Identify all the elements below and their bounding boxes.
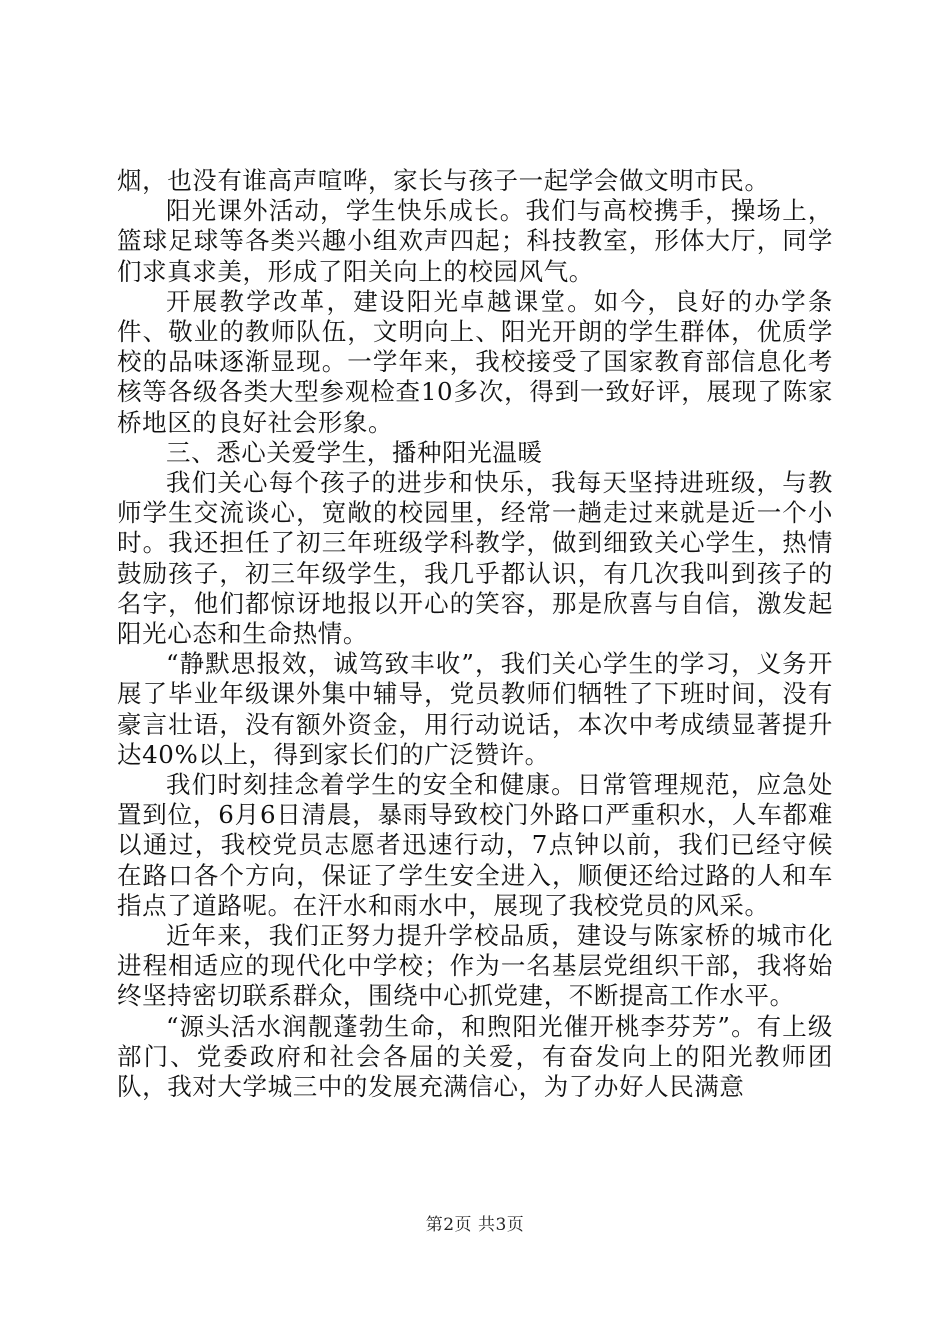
section-heading: 三、悉心关爱学生，播种阳光温暖: [166, 437, 543, 467]
page-number-footer: 第2页 共3页: [425, 1215, 525, 1235]
paragraph-7: 近年来，我们正努力提升学校品质，建设与陈家桥的城市化进程相适应的现代化中学校；作为一名基层党组织干部，我将始终坚持密切联系群众，围绕中心抓党建，不断提高工作水平。: [117, 921, 833, 1011]
paragraph-6: 我们时刻挂念着学生的安全和健康。日常管理规范，应急处置到位，6月6日清晨，暴雨导致校门外路口严重积水，人车都难以通过，我校党员志愿者迅速行动，7点钟以前，我们已经守候在路口各个方向，保证了学生安全进入，顺便还给过路的人和车指点了道路呢。在汗水和雨水中，展现了我校党员的风采。: [117, 770, 833, 920]
paragraph-4: 我们关心每个孩子的进步和快乐，我每天坚持进班级，与教师学生交流谈心，宽敞的校园里，经常一趟走过来就是近一个小时。我还担任了初三年班级学科教学，做到细致关心学生，热情鼓励孩子，初三年级学生，我几乎都认识，有几次我叫到孩子的名字，他们都惊讶地报以开心的笑容，那是欣喜与自信，激发起阳光心态和生命热情。: [117, 468, 833, 649]
paragraph-8: “源头活水润靓蓬勃生命，和煦阳光催开桃李芬芳”。有上级部门、党委政府和社会各届的关爱，有奋发向上的阳光教师团队，我对大学城三中的发展充满信心，为了办好人民满意: [117, 1011, 833, 1102]
paragraph-3: 开展教学改革，建设阳光卓越课堂。如今，良好的办学条件、敬业的教师队伍，文明向上、阳光开朗的学生群体，优质学校的品味逐渐显现。一学年来，我校接受了国家教育部信息化考核等各级各类大型参观检查10多次，得到一致好评，展现了陈家桥地区的良好社会形象。: [117, 286, 833, 437]
paragraph-1: 烟，也没有谁高声喧哗，家长与孩子一起学会做文明市民。: [117, 166, 770, 195]
document-body: [117, 166, 833, 1102]
paragraph-5: “静默思报效，诚笃致丰收”，我们关心学生的学习，义务开展了毕业年级课外集中辅导，党员教师们牺牲了下班时间，没有豪言壮语，没有额外资金，用行动说话，本次中考成绩显著提升达40%以上，得到家长们的广泛赞许。: [117, 649, 833, 769]
paragraph-2: 阳光课外活动，学生快乐成长。我们与高校携手，操场上，篮球足球等各类兴趣小组欢声四起；科技教室，形体大厅，同学们求真求美，形成了阳关向上的校园风气。: [117, 196, 833, 286]
